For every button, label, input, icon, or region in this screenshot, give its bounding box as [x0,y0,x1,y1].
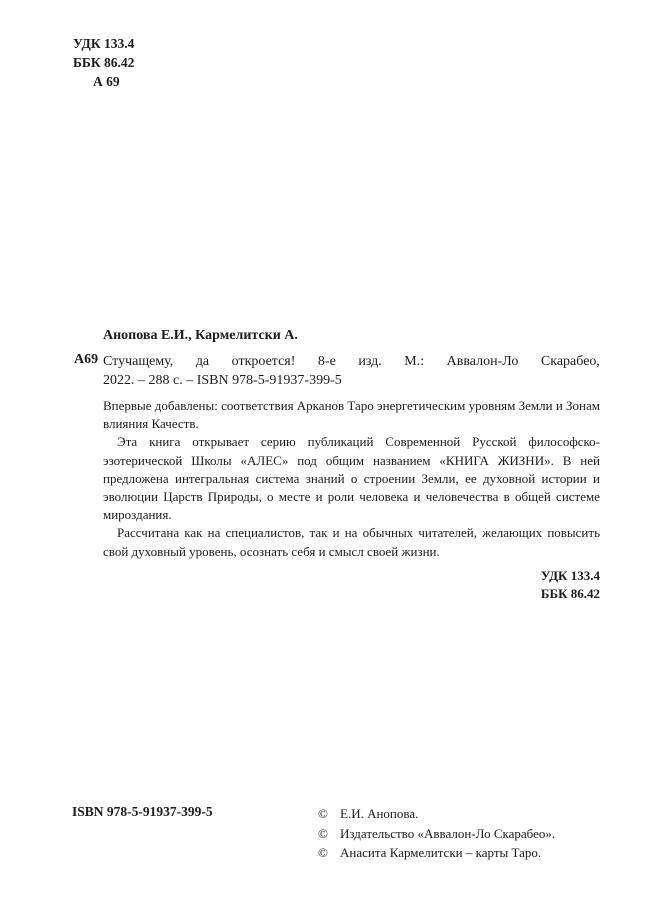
copyright-holder: Анасита Кармелитски – карты Таро. [340,845,542,860]
desc-word: Аввалон-Ло [446,354,519,369]
copyright-icon: © [318,825,328,841]
copyright-line [318,843,555,863]
copyright-line [318,804,555,824]
isbn-footer: ISBN 978-5-91937-399-5 [72,804,213,819]
authors-heading: Анопова Е.И., Кармелитски А. [103,328,298,343]
copyright-list [318,804,555,863]
bibliographic-description [103,352,600,390]
annotation [103,397,600,561]
classification-block-top [73,34,134,91]
udk-code-right: УДК 133.4 [540,568,600,583]
copyright-holder: Е.И. Анопова. [340,806,419,821]
desc-word: М.: [404,354,425,369]
copyright-line [318,824,555,844]
description-line-2: 2022. – 288 с. – ISBN 978-5-91937-399-5 [103,373,342,388]
udk-code: УДК 133.4 [73,36,135,51]
copyright-holder: Издательство «Аввалон-Ло Скарабео». [340,825,556,841]
author-mark-inline: А69 [74,352,99,367]
desc-word: откроется! [231,354,296,369]
desc-word: изд. [358,354,382,369]
classification-block-right [541,567,600,603]
desc-word: Скарабео, [540,354,600,369]
desc-word: да [195,354,210,369]
desc-word: 8-е [317,354,336,369]
author-mark: А 69 [93,74,120,89]
copyright-icon: © [318,845,328,860]
bbk-code: ББК 86.42 [73,55,135,70]
annotation-paragraph-1: Впервые добавлены: соответствия Арканов Таро энергетическим уровням Земли и Зонам влияния Качеств. [103,398,601,432]
bbk-code-right: ББК 86.42 [540,586,600,601]
annotation-paragraph-3: Рассчитана как на специалистов, так и на обычных читателей, желающих повысить свой духовный уровень, осознать себя и смысл своей жизни. [103,525,600,559]
description-line-1 [103,352,600,371]
copyright-icon: © [318,806,328,821]
desc-word: Стучащему, [103,354,174,369]
annotation-paragraph-2: Эта книга открывает серию публикаций Современной Русской философско-эзотерической Школы «АЛЕС» под общим названием «КНИГА ЖИЗНИ». В ней предложена интегральная система знаний о строении Земли, ее духовной истории и эволюции Царств Природы, о месте и роли человека и человечества в общей системе мироздания. [103,434,600,523]
